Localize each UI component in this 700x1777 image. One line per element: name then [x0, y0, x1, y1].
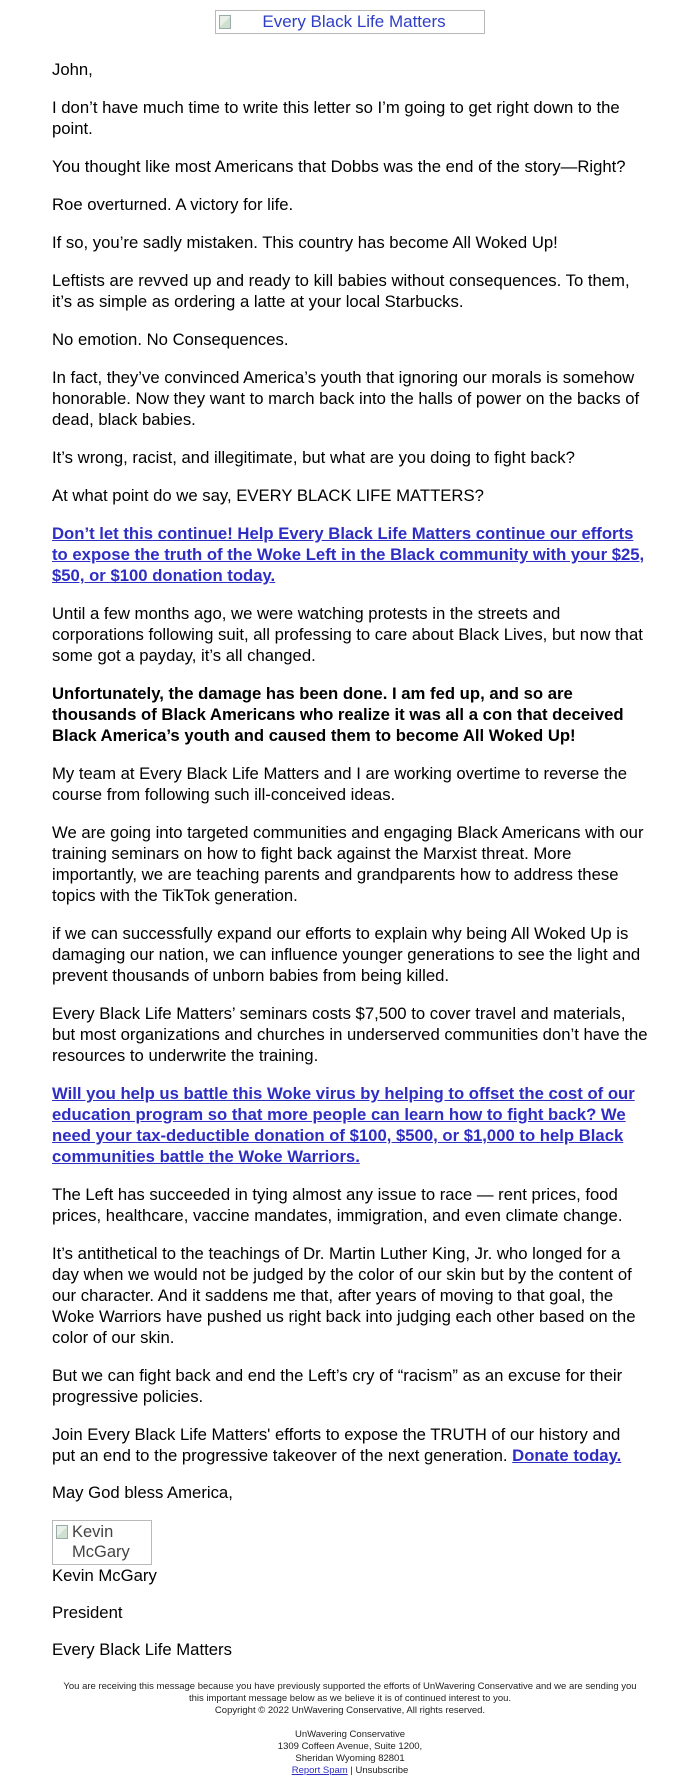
- closing: May God bless America,: [52, 1483, 233, 1502]
- paragraph-18: But we can fight back and end the Left’s cry of “racism” as an excuse for their progressive policies.: [52, 1366, 623, 1406]
- paragraph-2: You thought like most Americans that Dobbs was the end of the story—Right?: [52, 157, 626, 176]
- paragraph-3: Roe overturned. A victory for life.: [52, 195, 294, 214]
- footer-copyright: Copyright © 2022 UnWavering Conservative, All rights reserved.: [214, 1705, 486, 1716]
- unsubscribe-link[interactable]: Unsubscribe: [355, 1765, 409, 1776]
- paragraph-13: We are going into targeted communities and engaging Black Americans with our training seminars on how to fight back against the Marxist threat. More importantly, we are teaching parents and grandparents how to address these topics with the TikTok generation.: [52, 823, 644, 905]
- header: [0, 0, 700, 36]
- broken-image-icon: [56, 1525, 68, 1539]
- donation-link-2[interactable]: Will you help us battle this Woke virus by helping to offset the cost of our education program so that more people can learn how to fight back? We need your tax-deductible donation of $100, $500, or $1,000 to help Black communities battle the Woke Warriors.: [52, 1084, 635, 1166]
- footer-links: [60, 1765, 640, 1777]
- paragraph-11-bold: Unfortunately, the damage has been done. I am fed up, and so are thousands of Black Americans who realize it was all a con that deceived Black America’s youth and caused them to become All Woked Up!: [52, 684, 624, 745]
- footer-org-name: UnWavering Conservative: [295, 1729, 405, 1740]
- paragraph-9: At what point do we say, EVERY BLACK LIFE MATTERS?: [52, 486, 484, 505]
- donate-today-link[interactable]: Donate today.: [512, 1446, 622, 1465]
- paragraph-17: It’s antithetical to the teachings of Dr. Martin Luther King, Jr. who longed for a day when we would not be judged by the color of our skin but by the content of our character. And it saddens me that, after years of moving to that goal, the Woke Warriors have pushed us right back into judging each other based on the color of our skin.: [52, 1244, 636, 1347]
- paragraph-1: I don’t have much time to write this letter so I’m going to get right down to the point.: [52, 98, 620, 138]
- signature-alt-text: Kevin McGary: [72, 1523, 130, 1561]
- paragraph-8: It’s wrong, racist, and illegitimate, but what are you doing to fight back?: [52, 448, 575, 467]
- paragraph-12: My team at Every Black Life Matters and I are working overtime to reverse the course from following such ill-conceived ideas.: [52, 764, 628, 804]
- signer-name: Kevin McGary: [52, 1566, 157, 1585]
- greeting: John,: [52, 60, 93, 79]
- paragraph-4: If so, you’re sadly mistaken. This country has become All Woked Up!: [52, 233, 558, 252]
- footer-address-line-2: Sheridan Wyoming 82801: [295, 1753, 405, 1764]
- paragraph-14: if we can successfully expand our efforts to explain why being All Woked Up is damaging our nation, we can influence younger generations to see the light and prevent thousands of unborn babies from being killed.: [52, 924, 641, 985]
- footer-link-separator: |: [350, 1765, 353, 1776]
- header-logo-image[interactable]: [215, 10, 485, 34]
- signer-title: President: [52, 1603, 123, 1622]
- signature-image: [52, 1520, 152, 1565]
- donation-link-1[interactable]: Don’t let this continue! Help Every Black Life Matters continue our efforts to expose the truth of the Woke Left in the Black community with your $25, $50, or $100 donation today.: [52, 524, 645, 585]
- footer: [0, 1677, 700, 1777]
- paragraph-6: No emotion. No Consequences.: [52, 330, 289, 349]
- paragraph-5: Leftists are revved up and ready to kill babies without consequences. To them, it’s as simple as ordering a latte at your local Starbucks.: [52, 271, 630, 311]
- report-spam-link[interactable]: Report Spam: [291, 1765, 348, 1776]
- letter-body: [0, 59, 700, 1660]
- footer-notice: You are receiving this message because you have previously supported the efforts of UnWavering Conservative and we are sending you this important message below as we believe it is of continued interest to you.: [63, 1681, 637, 1704]
- broken-image-icon: [219, 15, 231, 29]
- paragraph-7: In fact, they’ve convinced America’s youth that ignoring our morals is somehow honorable. Now they want to march back into the halls of power on the backs of dead, black babies.: [52, 368, 640, 429]
- paragraph-19: [52, 1424, 648, 1466]
- paragraph-19-text: Join Every Black Life Matters' efforts to expose the TRUTH of our history and put an end to the progressive takeover of the next generation.: [52, 1425, 621, 1465]
- paragraph-16: The Left has succeeded in tying almost any issue to race — rent prices, food prices, healthcare, vaccine mandates, immigration, and even climate change.: [52, 1185, 623, 1225]
- paragraph-15: Every Black Life Matters’ seminars costs $7,500 to cover travel and materials, but most organizations and churches in underserved communities don’t have the resources to underwrite the training.: [52, 1004, 648, 1065]
- footer-address-line-1: 1309 Coffeen Avenue, Suite 1200,: [277, 1741, 423, 1752]
- paragraph-10: Until a few months ago, we were watching protests in the streets and corporations following suit, all professing to care about Black Lives, but now that some got a payday, it’s all changed.: [52, 604, 643, 665]
- signer-organization: Every Black Life Matters: [52, 1640, 232, 1659]
- header-logo-alt-text: Every Black Life Matters: [262, 12, 446, 31]
